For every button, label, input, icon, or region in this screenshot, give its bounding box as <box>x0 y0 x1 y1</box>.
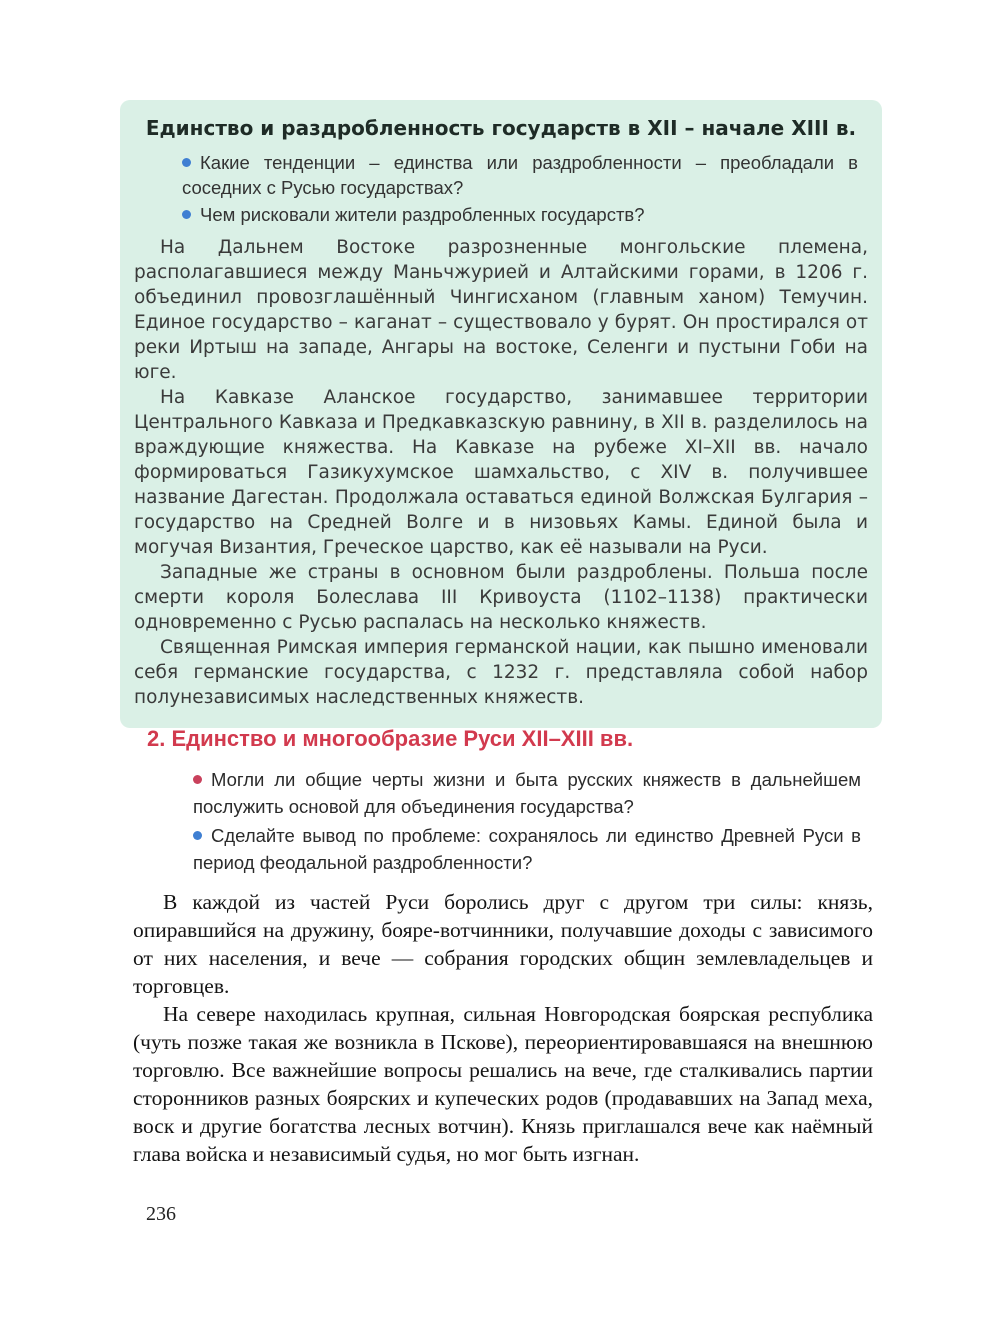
body-paragraph: В каждой из частей Руси боролись друг с другом три силы: князь, опиравшийся на дружину, бояре-вотчинники, получавшие доходы с зависимого от них населения, и вече — собрания городских общин землевладельцев и торговцев. <box>133 890 873 998</box>
question-text: Чем рисковали жители раздробленных государств? <box>200 204 645 225</box>
bullet-dot-icon <box>182 210 191 219</box>
info-box-paragraph: Священная Римская империя германской нации, как пышно именовали себя германские государства, с 1232 г. представляла собой набор полунезависимых наследственных княжеств. <box>134 637 868 708</box>
section-2 <box>133 726 873 1168</box>
info-box-title: Единство и раздробленность государств в XII – начале XIII в. <box>145 116 857 140</box>
page-number: 236 <box>146 1203 176 1225</box>
body-paragraph: На севере находилась крупная, сильная Новгородская боярская республика (чуть позже такая же возникла в Пскове), переориентировавшаяся на внешнюю торговлю. Все важнейшие вопросы решались на вече, где сталкивались партии сторонников разных боярских и купеческих родов (продававших на Запад меха, воск и другие богатства лесных вотчин). Князь приглашался вече как наёмный глава войска и независимый судья, но мог быть изгнан. <box>133 1002 873 1166</box>
info-box-paragraph: На Кавказе Аланское государство, занимавшее территории Центрального Кавказа и Предкавказскую равнину, в XII в. разделилось на враждующие княжества. На Кавказе на рубеже XI–XII вв. начало формироваться Газикухумское шамхальство, с XIV в. получившее название Дагестан. Продолжала оставаться единой Волжская Булгария – государство на Средней Волге и в низовьях Камы. Единой была и могучая Византия, Греческое царство, как её называли на Руси. <box>134 387 868 558</box>
question-text: Сделайте вывод по проблеме: сохранялось ли единство Древней Руси в период феодальной раздробленности? <box>193 825 861 873</box>
bullet-dot-icon <box>193 775 202 784</box>
question-text: Могли ли общие черты жизни и быта русских княжеств в дальнейшем послужить основой для объединения государства? <box>193 769 861 817</box>
bullet-dot-icon <box>193 831 202 840</box>
bullet-dot-icon <box>182 158 191 167</box>
info-box <box>120 100 882 728</box>
question-item <box>182 150 858 200</box>
info-box-questions <box>182 150 858 227</box>
info-box-paragraph: На Дальнем Востоке разрозненные монгольские племена, располагавшиеся между Маньчжурией и Алтайскими горами, в 1206 г. объединил провозглашённый Чингисханом (главным ханом) Темучин. Единое государство – каганат – существовало у бурят. Он простирался от реки Иртыш на западе, Ангары на востоке, Селенги и пустыни Гоби на юге. <box>134 237 868 383</box>
question-text: Какие тенденции – единства или раздробленности – преобладали в соседних с Русью государствах? <box>182 152 858 198</box>
section-heading: 2. Единство и многообразие Руси XII–XIII вв. <box>147 726 634 751</box>
question-item <box>182 202 858 227</box>
question-item <box>193 822 861 876</box>
question-item <box>193 766 861 820</box>
info-box-paragraph: Западные же страны в основном были раздроблены. Польша после смерти короля Болеслава III Кривоуста (1102–1138) практически одновременно с Русью распалась на несколько княжеств. <box>134 562 868 633</box>
section-questions <box>193 766 861 876</box>
